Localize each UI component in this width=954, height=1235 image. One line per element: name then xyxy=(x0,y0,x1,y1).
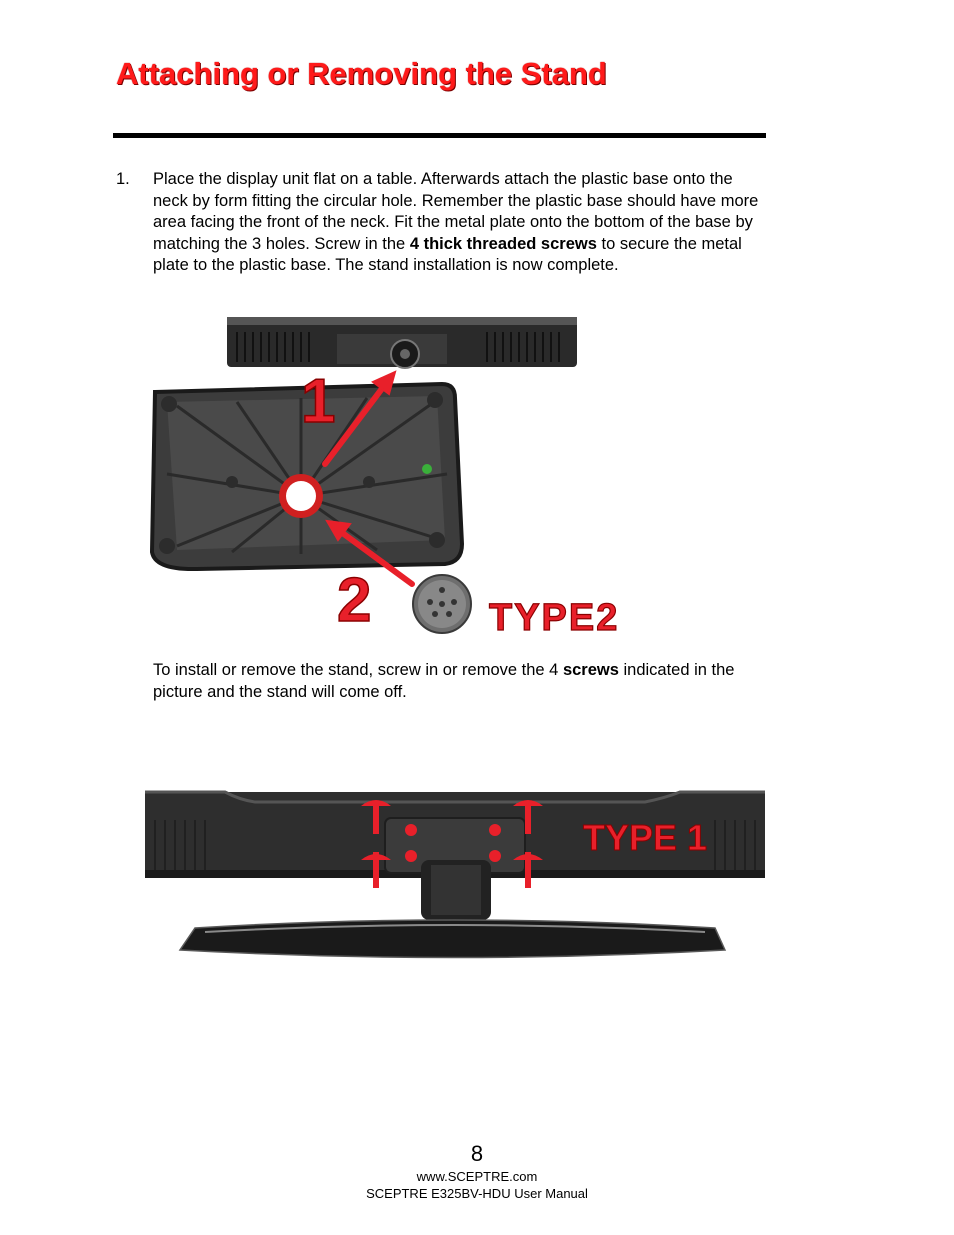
page-number: 8 xyxy=(470,1141,484,1166)
monitor-bottom-edge xyxy=(227,317,577,368)
step-1-instructions xyxy=(153,169,768,277)
step-2-text-a: To install or remove the stand, screw in or remove the 4 xyxy=(153,661,563,679)
footer-website: www.SCEPTRE.com xyxy=(416,1169,538,1184)
type2-stand-illustration xyxy=(137,314,627,636)
title-divider xyxy=(113,133,766,138)
type1-label: TYPE 1 xyxy=(583,817,708,858)
step-2-bold: screws xyxy=(562,661,619,679)
page-title: Attaching or Removing the Stand xyxy=(116,56,607,91)
step-1-text-a: Place the display unit flat on a table. Afterwards attach the plastic base onto the neck by form fitting the circular hole. Remember the plastic base should have more area facing the front of the neck. Fit the metal plate onto the bottom of the base by matching the 3 holes. Screw in the xyxy=(153,170,759,253)
metal-plate xyxy=(413,575,471,633)
step-1-text-b: to secure the metal plate to the plastic base. The stand installation is now complete. xyxy=(153,234,742,274)
label-1: 1 xyxy=(301,367,336,436)
type1-stand-illustration xyxy=(145,790,765,965)
step-number: 1. xyxy=(116,170,130,188)
step-2-instructions xyxy=(153,660,768,703)
stand-neck xyxy=(421,860,491,920)
step-1-bold: 4 thick threaded screws xyxy=(409,234,597,253)
stand-base xyxy=(180,920,725,958)
type2-label: TYPE2 xyxy=(489,597,620,636)
step-2-text-b: indicated in the picture and the stand will come off. xyxy=(153,661,735,701)
label-2: 2 xyxy=(337,566,372,635)
footer-manual-title: SCEPTRE E325BV-HDU User Manual xyxy=(366,1186,588,1201)
